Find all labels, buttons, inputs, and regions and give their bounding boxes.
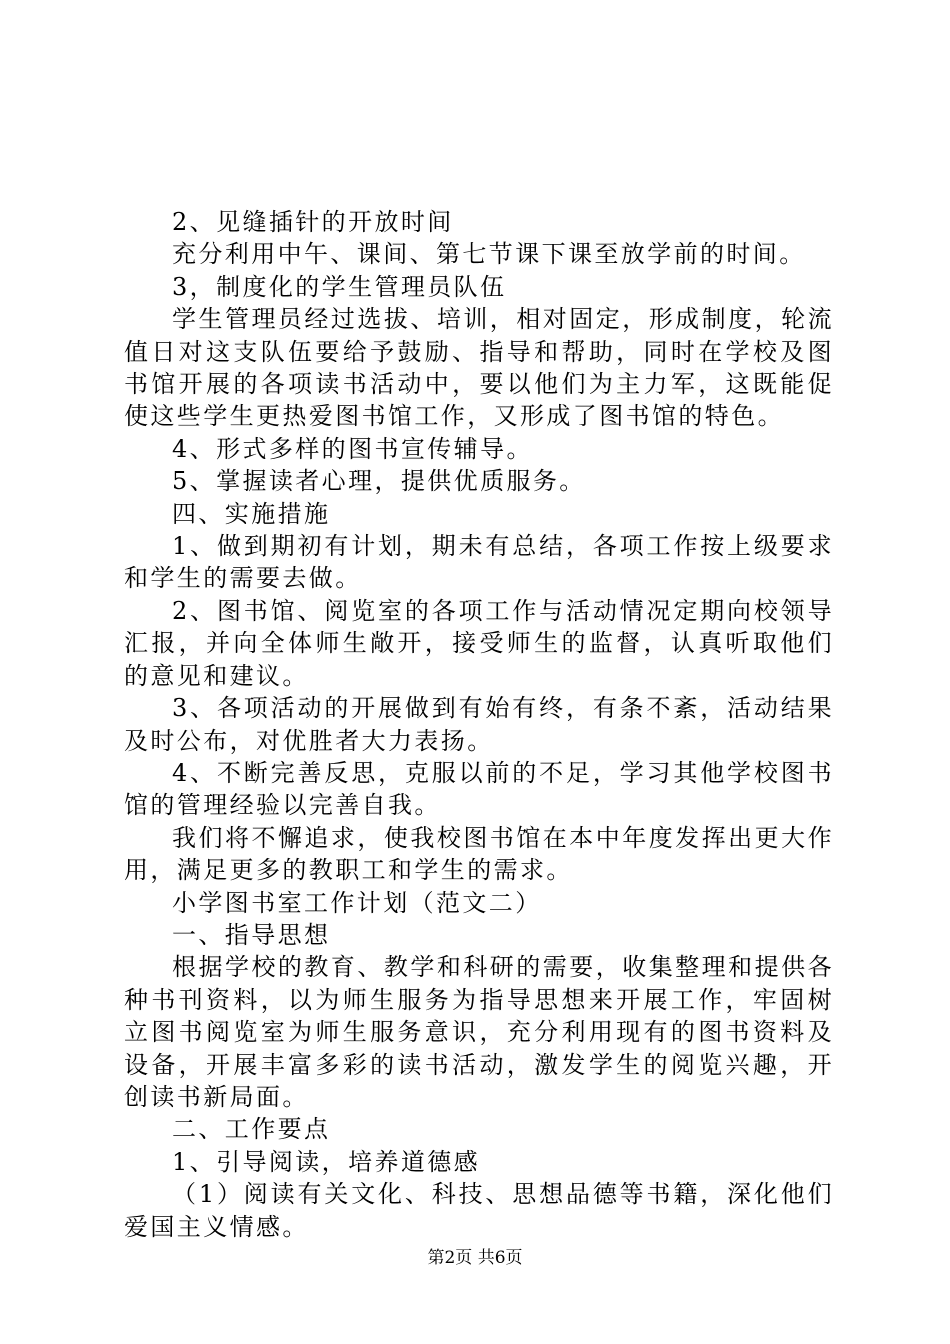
paragraph: 1、做到期初有计划，期未有总结，各项工作按上级要求和学生的需要去做。 <box>124 532 834 593</box>
paragraph: 4、不断完善反思，克服以前的不足，学习其他学校图书馆的管理经验以完善自我。 <box>124 758 834 820</box>
paragraph: 我们将不懈追求，使我校图书馆在本中年度发挥出更大作用，满足更多的教职工和学生的需求。 <box>124 823 834 885</box>
paragraph: 5、掌握读者心理，提供优质服务。 <box>172 467 586 496</box>
document-subtitle: 小学图书室工作计划（范文二） <box>172 888 542 917</box>
paragraph: 3，制度化的学生管理员队伍 <box>172 272 507 301</box>
paragraph: 4、形式多样的图书宣传辅导。 <box>172 434 533 463</box>
paragraph: 2、见缝插针的开放时间 <box>172 208 454 236</box>
paragraph: 学生管理员经过选拔、培训，相对固定，形成制度，轮流值日对这支队伍要给予鼓励、指导和帮助，同时在学校及图书馆开展的各项读书活动中，要以他们为主力军，这既能促使这些学生更热爱图书馆工作，又形成了图书馆的特色。 <box>124 305 834 431</box>
document-body <box>124 206 834 1243</box>
paragraph: 根据学校的教育、教学和科研的需要，收集整理和提供各种书刊资料，以为师生服务为指导思想来开展工作，牢固树立图书阅览室为师生服务意识，充分利用现有的图书资料及设备，开展丰富多彩的读书活动，激发学生的阅览兴趣，开创读书新局面。 <box>124 953 834 1111</box>
section-heading: 二、工作要点 <box>172 1115 331 1144</box>
paragraph: 充分利用中午、课间、第七节课下课至放学前的时间。 <box>172 240 806 269</box>
section-heading: 一、指导思想 <box>172 920 331 949</box>
paragraph: （1）阅读有关文化、科技、思想品德等书籍，深化他们爱国主义情感。 <box>124 1180 834 1241</box>
page-number-footer: 第2页 共6页 <box>427 1248 523 1268</box>
paragraph: 2、图书馆、阅览室的各项工作与活动情况定期向校领导汇报，并向全体师生敞开，接受师生的监督，认真听取他们的意见和建议。 <box>124 596 834 690</box>
paragraph: 3、各项活动的开展做到有始有终，有条不紊，活动结果及时公布，对优胜者大力表扬。 <box>124 694 834 755</box>
paragraph: 1、引导阅读，培养道德感 <box>172 1147 481 1176</box>
section-heading: 四、实施措施 <box>172 499 331 528</box>
